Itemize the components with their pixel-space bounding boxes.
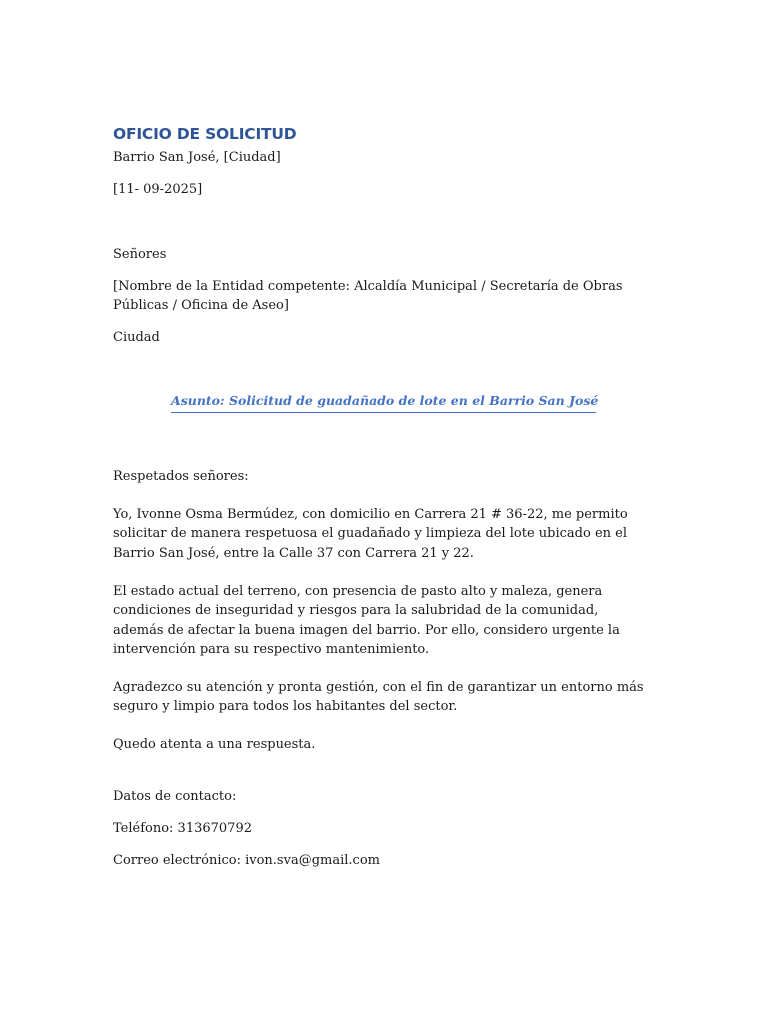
recipient-entity: [Nombre de la Entidad competente: Alcaldía Municipal / Secretaría de Obras Públicas / Oficina de Aseo]	[113, 279, 623, 314]
subject-line: Asunto: Solicitud de guadañado de lote en el Barrio San José	[171, 393, 596, 413]
place-line: Barrio San José, [Ciudad]	[113, 150, 281, 165]
salutation: Respetados señores:	[113, 469, 249, 484]
recipient-city: Ciudad	[113, 330, 160, 345]
contact-phone: Teléfono: 313670792	[113, 821, 252, 836]
body-paragraph-4: Quedo atenta a una respuesta.	[113, 737, 316, 752]
body-paragraph-3: Agradezco su atención y pronta gestión, con el fin de garantizar un entorno más seguro y limpio para todos los habitantes del sector.	[113, 680, 644, 715]
date-line: [11- 09-2025]	[113, 182, 203, 197]
contact-email: Correo electrónico: ivon.sva@gmail.com	[113, 853, 380, 868]
document-title: OFICIO DE SOLICITUD	[113, 125, 297, 143]
body-paragraph-2: El estado actual del terreno, con presencia de pasto alto y maleza, genera condiciones de inseguridad y riesgos para la salubridad de la comunidad, además de afectar la buena imagen del barrio. Por ello, considero urgente la intervención para su respectivo mantenimiento.	[113, 584, 620, 657]
body-paragraph-1: Yo, Ivonne Osma Bermúdez, con domicilio en Carrera 21 # 36-22, me permito solicitar de manera respetuosa el guadañado y limpieza del lote ubicado en el Barrio San José, entre la Calle 37 con Carrera 21 y 22.	[113, 507, 628, 561]
contact-heading: Datos de contacto:	[113, 789, 237, 804]
recipient-greeting: Señores	[113, 247, 167, 262]
